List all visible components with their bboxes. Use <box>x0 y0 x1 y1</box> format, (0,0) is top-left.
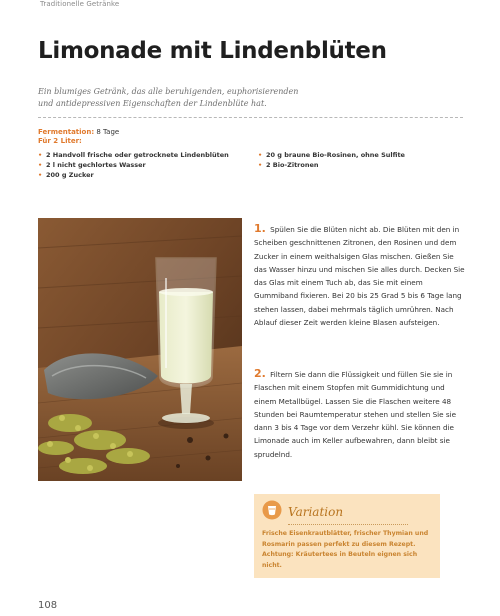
recipe-title: Limonade mit Lindenblüten <box>38 38 387 64</box>
ingredient-item: • 2 l nicht gechlortes Wasser <box>38 160 238 170</box>
recipe-intro <box>38 86 338 110</box>
section-label: Traditionelle Getränke <box>40 0 120 8</box>
variation-header <box>262 500 343 524</box>
step-text: Filtern Sie dann die Flüssigkeit und füllen Sie sie in Flaschen mit einem Stopfen mit Gummidichtung und einem Metallbügel. Lassen Sie die Flaschen weitere 48 Stunden bei Raumtemperatur stehen und stellen Sie sie dann 3 bis 4 Tage vor dem Verzehr kühl. Sie können die Limonade auch im Keller aufbewahren, dann bleibt sie sprudelnd. <box>254 370 457 459</box>
step-1 <box>254 222 466 329</box>
cup-icon <box>262 500 282 524</box>
variation-title: Variation <box>288 505 344 519</box>
variation-box <box>254 494 440 578</box>
fermentation-value: 8 Tage <box>96 128 120 136</box>
ingredients-left <box>38 150 238 180</box>
intro-line-1: Ein blumiges Getränk, das alle beruhigenden, euphorisierenden <box>38 87 299 96</box>
step-number: 2. <box>254 367 266 380</box>
step-number: 1. <box>254 222 266 235</box>
page-number: 108 <box>38 600 58 611</box>
variation-text: Frische Eisenkrautblätter, frischer Thymian und Rosmarin passen perfekt zu diesem Rezept. Achtung: Kräutertees in Beuteln eignen sich nicht. <box>262 530 429 569</box>
divider <box>38 117 463 118</box>
ingredient-item: • 20 g braune Bio-Rosinen, ohne Sulfite <box>258 150 458 160</box>
fermentation-label: Fermentation: <box>38 128 95 136</box>
step-text: Spülen Sie die Blüten nicht ab. Die Blüten mit den in Scheiben geschnittenen Zitronen, den Rosinen und dem Zucker in einem weithalsigen Glas mischen. Gießen Sie das Wasser hinzu und mischen Sie alles durch. Decken Sie das Glas mit einem Tuch ab, das Sie mit einem Gummiband fixieren. Bei 20 bis 25 Grad 5 bis 6 Tage lang stehen lassen, dabei mehrmals täglich umrühren. Nach Ablauf dieser Zeit werden kleine Blasen aufsteigen. <box>254 225 465 328</box>
fermentation-row <box>38 128 119 137</box>
lemonade-glass-photo <box>38 218 242 481</box>
ingredients-right <box>258 150 458 170</box>
ingredient-item: • 200 g Zucker <box>38 170 238 180</box>
ingredient-item: • 2 Bio-Zitronen <box>258 160 458 170</box>
intro-line-2: und antidepressiven Eigenschaften der Lindenblüte hat. <box>38 99 267 108</box>
recipe-photo <box>38 218 242 481</box>
step-2 <box>254 367 466 461</box>
ingredient-item: • 2 Handvoll frische oder getrocknete Lindenblüten <box>38 150 238 160</box>
variation-rule <box>288 524 408 525</box>
recipe-meta <box>38 128 119 146</box>
yield-label: Für 2 Liter: <box>38 137 82 145</box>
